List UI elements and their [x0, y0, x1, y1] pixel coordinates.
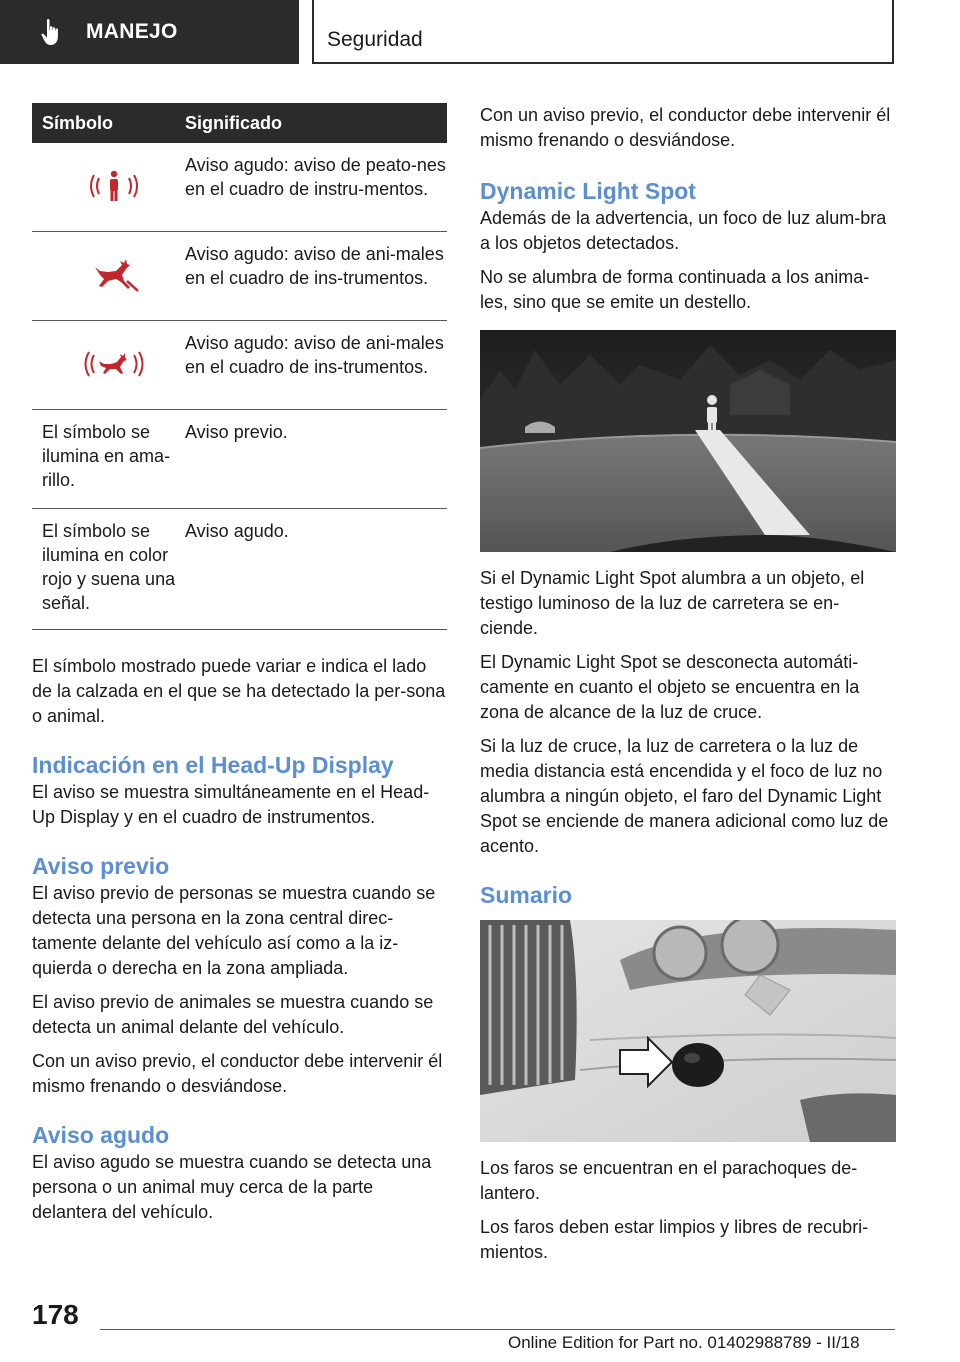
- table-row: [32, 143, 447, 232]
- prewarning-paragraph: El aviso previo de personas se muestra cuando se detecta una persona en la zona central direc-tamente delante del vehículo así como a la iz-quierda o derecha en la zona ampliada.: [32, 883, 436, 978]
- table-row: [32, 232, 447, 321]
- prewarning-paragraph: El aviso previo de animales se muestra cuando se detecta un animal delante del vehículo.: [32, 992, 434, 1037]
- dls-paragraph: Si la luz de cruce, la luz de carretera o la luz de media distancia está encendida y el foco de luz no alumbra a ningún objeto, el faro del Dynamic Light Spot se enciende de manera adicional como luz de acento.: [480, 736, 889, 856]
- symbol-cell: El símbolo se ilumina en color rojo y suena una señal.: [32, 509, 185, 630]
- dls-paragraph: Si el Dynamic Light Spot alumbra a un objeto, el testigo luminoso de la luz de carretera se en-ciende.: [480, 568, 865, 638]
- symbol-cell: [32, 143, 185, 232]
- prewarning-paragraph: Con un aviso previo, el conductor debe intervenir él mismo frenando o desviándose.: [32, 1051, 443, 1096]
- chapter-tab[interactable]: [0, 0, 299, 64]
- header-underline: [312, 62, 894, 64]
- symbol-cell: [32, 321, 185, 410]
- summary-heading: Sumario: [480, 882, 573, 908]
- deer-alert-waves-icon: [81, 347, 147, 381]
- summary-paragraph: Los faros deben estar limpios y libres de recubri-mientos.: [480, 1217, 869, 1262]
- prewarning-heading: Aviso previo: [32, 853, 170, 879]
- right-column: [480, 103, 896, 1274]
- hud-heading: Indicación en el Head-Up Display: [32, 752, 394, 778]
- chapter-label: MANEJO: [86, 20, 178, 43]
- meaning-cell: Aviso agudo: aviso de ani-males en el cuadro de ins-trumentos.: [185, 321, 447, 410]
- pedestrian-warning-icon: [84, 169, 144, 203]
- intervention-paragraph: Con un aviso previo, el conductor debe intervenir él mismo frenando o desviándose.: [480, 105, 891, 150]
- acute-warning-heading: Aviso agudo: [32, 1122, 170, 1148]
- deer-warning-icon: [86, 257, 142, 293]
- symbol-cell: El símbolo se ilumina en ama-rillo.: [32, 410, 185, 509]
- meaning-cell: Aviso agudo: aviso de ani-males en el cuadro de ins-trumentos.: [185, 232, 447, 321]
- acute-warning-paragraph: El aviso agudo se muestra cuando se detecta una persona o un animal muy cerca de la parte delantera del vehículo.: [32, 1152, 432, 1222]
- meaning-cell: Aviso previo.: [185, 410, 447, 509]
- table-row: [32, 509, 447, 630]
- meaning-cell: Aviso agudo.: [185, 509, 447, 630]
- table-row: [32, 321, 447, 410]
- hand-pointer-icon: [40, 18, 64, 46]
- dynamic-light-spot-heading: Dynamic Light Spot: [480, 178, 696, 204]
- header-divider: [312, 0, 314, 64]
- intro-paragraph: El símbolo mostrado puede variar e indica el lado de la calzada en el que se ha detectado la per-sona o animal.: [32, 656, 446, 726]
- dls-paragraph: No se alumbra de forma continuada a los anima-les, sino que se emite un destello.: [480, 267, 870, 312]
- front-bumper-illustration: [480, 920, 896, 1142]
- symbol-table: [32, 103, 447, 630]
- edition-footer: Online Edition for Part no. 01402988789 - II/18: [508, 1333, 860, 1352]
- hud-paragraph: El aviso se muestra simultáneamente en el Head-Up Display y en el cuadro de instrumentos.: [32, 782, 430, 827]
- section-title: Seguridad: [327, 28, 423, 51]
- footer-rule: [100, 1329, 895, 1330]
- summary-paragraph: Los faros se encuentran en el parachoques de-lantero.: [480, 1158, 858, 1203]
- meaning-cell: Aviso agudo: aviso de peato-nes en el cuadro de instru-mentos.: [185, 143, 447, 232]
- table-header-symbol: Símbolo: [32, 103, 185, 143]
- page-number: 178: [32, 1299, 79, 1330]
- table-header-meaning: Significado: [185, 103, 447, 143]
- night-road-illustration: [480, 330, 896, 552]
- dls-paragraph: El Dynamic Light Spot se desconecta automáti-camente en cuanto el objeto se encuentra en la zona de alcance de la luz de cruce.: [480, 652, 860, 722]
- left-column: [32, 103, 447, 1234]
- dls-paragraph: Además de la advertencia, un foco de luz alum-bra a los objetos detectados.: [480, 208, 887, 253]
- symbol-cell: [32, 232, 185, 321]
- header-divider: [892, 0, 894, 64]
- table-row: [32, 410, 447, 509]
